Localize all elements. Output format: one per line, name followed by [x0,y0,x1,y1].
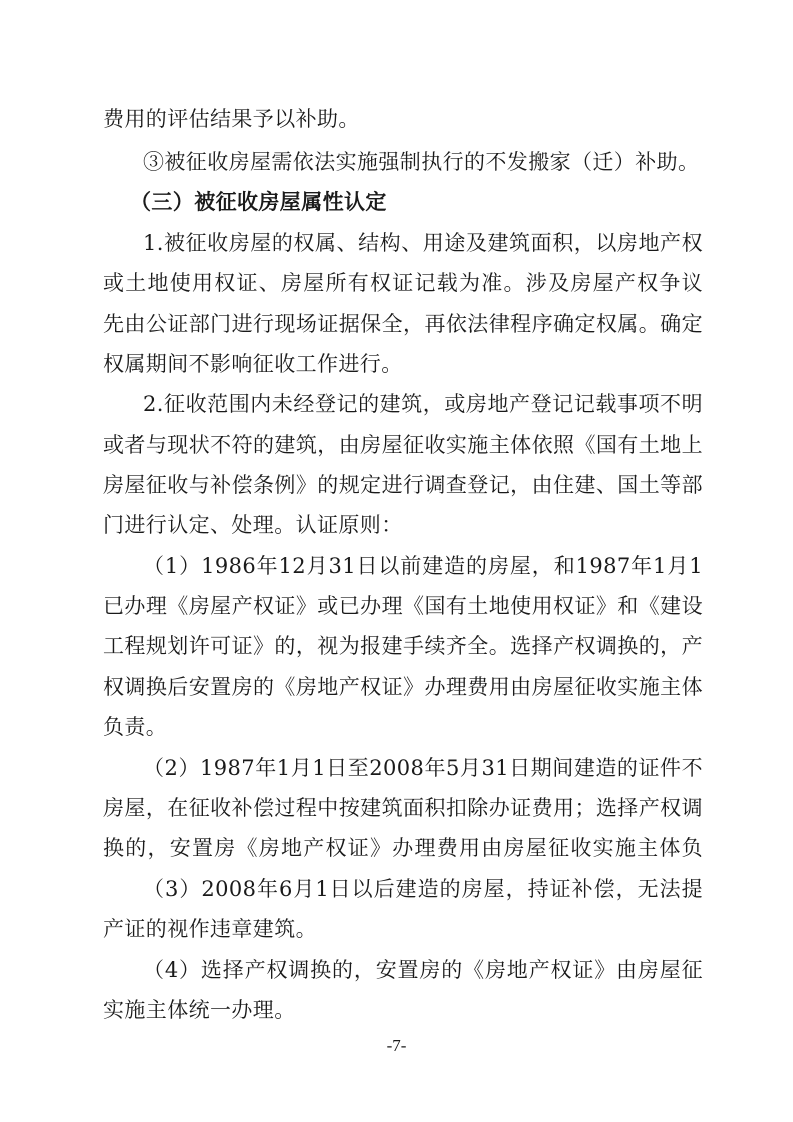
text-line: 房屋征收与补偿条例》的规定进行调查登记，由住建、国土等部 [103,473,703,497]
text-line: 负责。 [103,715,168,739]
text-line: 产证的视作违章建筑。 [103,917,317,941]
text-line: 2.征收范围内未经登记的建筑，或房地产登记记载事项不明 [143,392,703,416]
text-line: （2）1987年1月1日至2008年5月31日期间建造的证件不 [143,756,703,780]
text-line: 或者与现状不符的建筑，由房屋征收实施主体依照《国有土地上 [103,433,703,457]
text-line: （1）1986年12月31日以前建造的房屋，和1987年1月1 [143,554,703,578]
section-heading: （三）被征收房屋属性认定 [130,189,387,214]
text-line: 房屋，在征收补偿过程中按建筑面积扣除办证费用；选择产权调 [103,796,703,820]
page-number: -7- [386,1036,407,1055]
text-line: 1.被征收房屋的权属、结构、用途及建筑面积，以房地产权 [143,231,703,255]
text-line: 工程规划许可证》的，视为报建手续齐全。选择产权调换的，产 [103,634,703,658]
text-line: 权属期间不影响征收工作进行。 [103,352,403,376]
text-line: 门进行认定、处理。认证原则： [103,513,403,537]
text-line: 费用的评估结果予以补助。 [103,107,360,131]
text-line: 换的，安置房《房地产权证》办理费用由房屋征收实施主体负 [103,836,703,860]
text-line: 权调换后安置房的《房地产权证》办理费用由房屋征收实施主体 [103,675,703,699]
text-line: 或土地使用权证、房屋所有权证记载为准。涉及房屋产权争议 [103,271,703,295]
text-line: 先由公证部门进行现场证据保全，再依法律程序确定权属。确定 [103,312,703,336]
text-line: ③被征收房屋需依法实施强制执行的不发搬家（迁）补助。 [143,150,700,174]
text-line: 已办理《房屋产权证》或已办理《国有土地使用权证》和《建设 [103,594,703,618]
text-line: （4）选择产权调换的，安置房的《房地产权证》由房屋征 [143,958,703,982]
text-line: （3）2008年6月1日以后建造的房屋，持证补偿，无法提 [143,877,703,901]
text-line: 实施主体统一办理。 [103,998,296,1022]
